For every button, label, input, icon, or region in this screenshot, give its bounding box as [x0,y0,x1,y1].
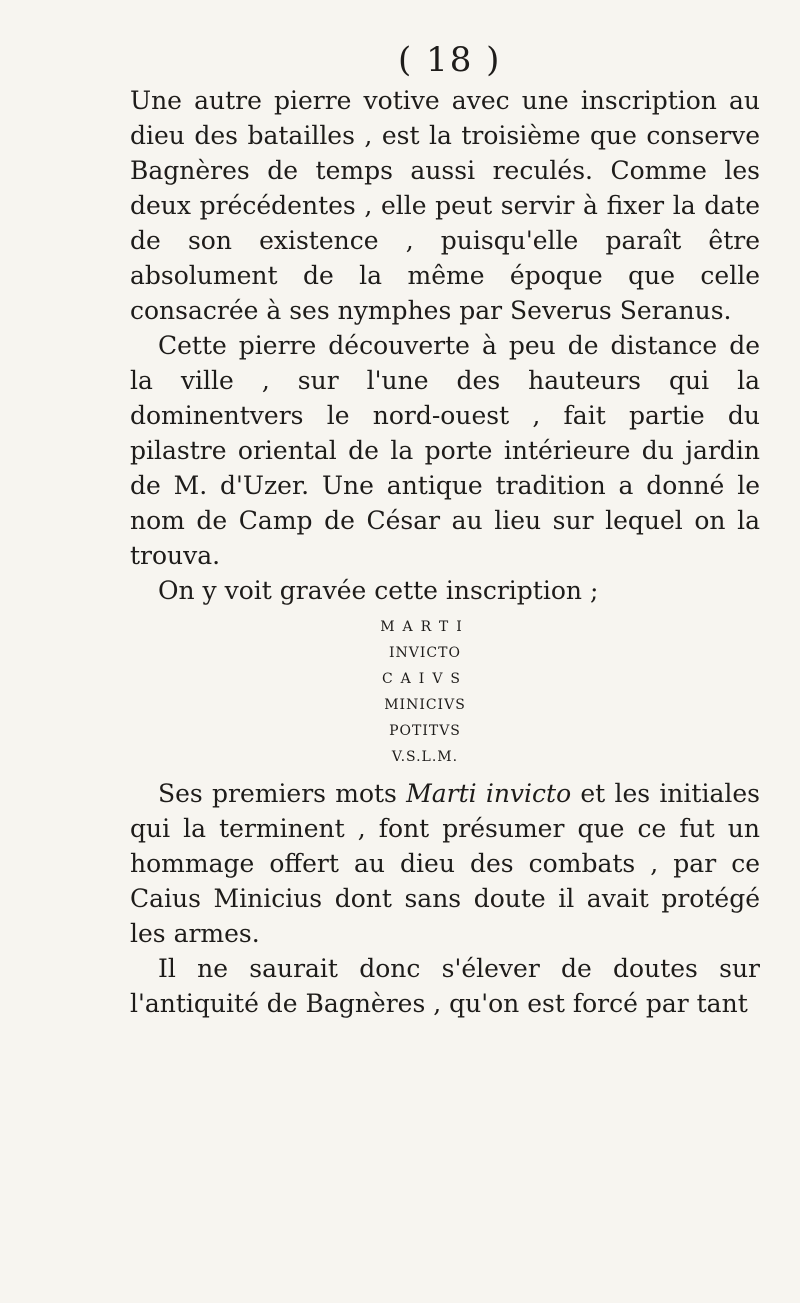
latin-phrase: Marti invicto [406,779,572,808]
interpretation-text-end: et les initiales qui la terminent , font présumer que ce fut un hommage offert au dieu des combats , par ce Caius Minicius dont sans doute il avait protégé les armes. [130,779,760,948]
inscription-line: MINICIVS [384,697,466,713]
paragraph-discovery: Cette pierre découverte à peu de distance de la ville , sur l'une des hauteurs qui la dominentvers le nord-ouest , fait partie du pilastre oriental de la porte intérieure du jardin de M. d'Uzer. Une antique tradition a donné le nom de Camp de César au lieu sur lequel on la trouva. [130,331,760,570]
inscription-line: CAIVS [381,671,469,687]
interpretation-text-start: Ses premiers mots [158,779,407,808]
body-text [130,83,760,1021]
paragraph-votive-stone: Une autre pierre votive avec une inscription au dieu des batailles , est la troisième que conserve Bagnères de temps aussi reculés. Comme les deux précédentes , elle peut servir à fixer la date de son existence , puisqu'elle paraît être absolument de la même époque que celle consacrée à ses nymphes par Severus Seranus. [130,86,760,325]
inscription-block [130,614,760,770]
inscription-line: POTITVS [389,723,461,739]
inscription-line: V.S.L.M. [391,749,459,765]
inscription-line: MARTI [380,619,470,635]
paragraph-inscription-intro: On y voit gravée cette inscription ; [158,576,599,605]
paragraph-interpretation [130,776,760,951]
page-number: ( 18 ) [398,40,502,80]
inscription-line: INVICTO [389,645,461,661]
paragraph-conclusion: Il ne saurait donc s'élever de doutes sur l'antiquité de Bagnères , qu'on est forcé par tant [130,954,760,1018]
